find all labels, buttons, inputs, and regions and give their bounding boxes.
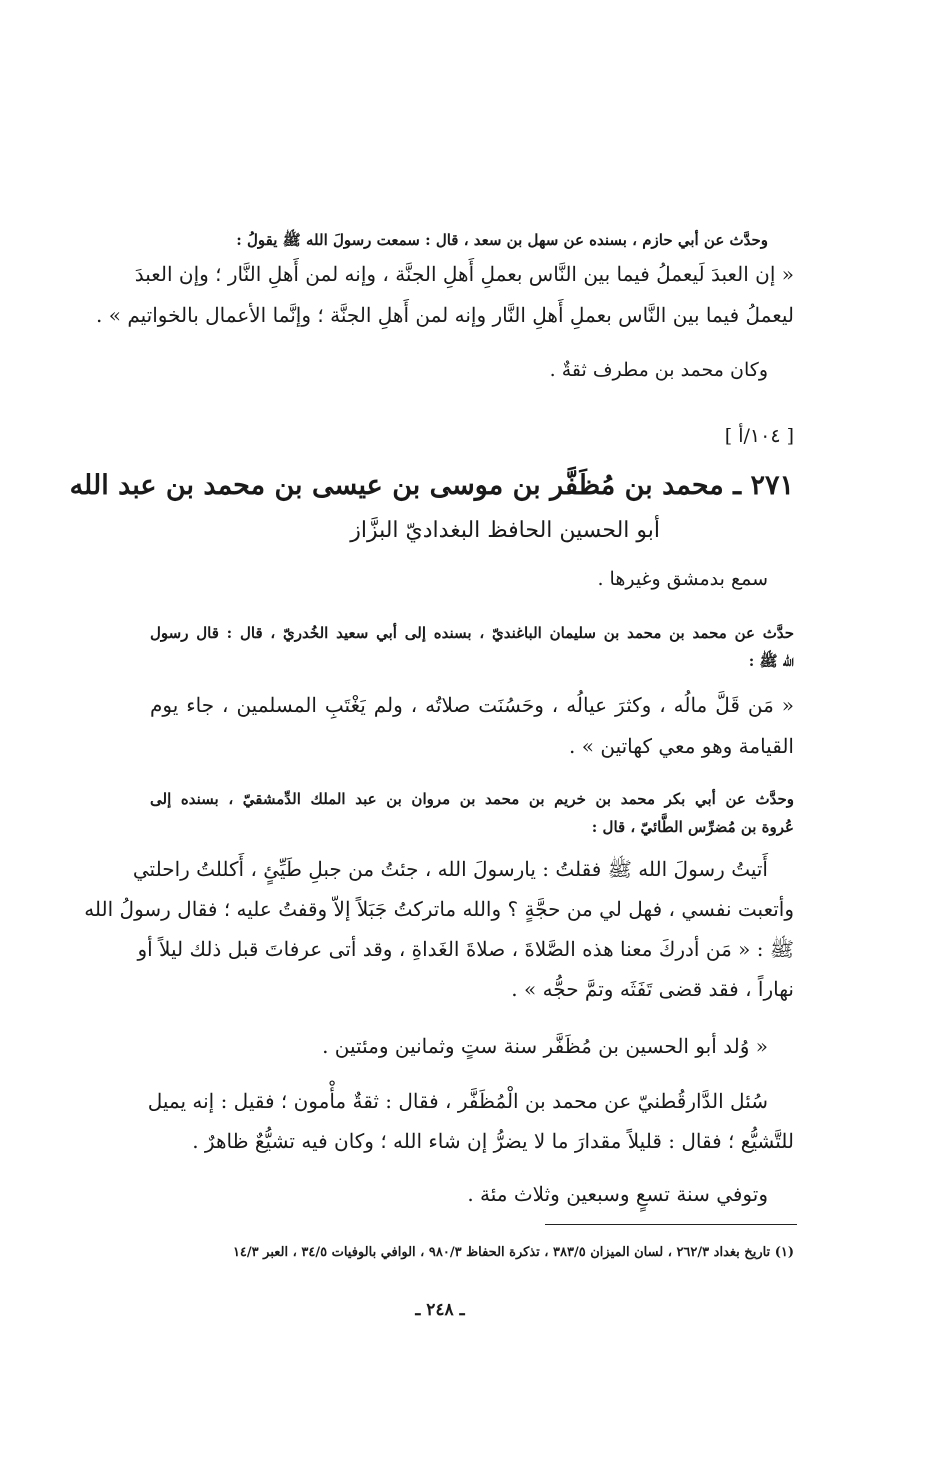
- biography-line: سُئل الدَّارقُطنيّ عن محمد بن الْمُظَفَّر ، فقال : ثقةٌ مأْمون ؛ فقيل : إنه يميل: [147, 1089, 768, 1113]
- entry-subtitle: أبو الحسين الحافظ البغداديّ البزَّاز: [350, 518, 660, 543]
- hadith-text-line: ليعملُ فيما بين النَّاس بعملِ أَهلِ النَّار وإنه لمن أَهلِ الجنَّة ؛ وإنَّما الأعمال بالخواتيم » .: [96, 303, 794, 327]
- hadith-text-line: « إن العبدَ لَيعملُ فيما بين النَّاس بعملِ أَهلِ الجنَّة ، وإنه لمن أَهلِ النَّار ؛ وإن العبدَ: [134, 262, 794, 286]
- hadith-text-line: نهاراً ، فقد قضى تَفَثَه وتمَّ حجُّه » .: [511, 977, 794, 1001]
- biography-line: للتَّشيُّع ؛ فقال : قليلاً مقدارَ ما لا يضرُّ إن شاء الله ؛ وكان فيه تشيُّعٌ ظاهرٌ .: [192, 1129, 794, 1153]
- hadith-text-line: وأتعبت نفسي ، فهل لي من حجَّةٍ ؟ والله ماتركتُ جَبَلاً إلاّ وقفتُ عليه ؛ فقال رسولُ الله: [84, 897, 794, 921]
- isnad-line: عُروة بن مُضرِّس الطَّائيّ ، قال :: [591, 818, 794, 836]
- narrator-note: وكان محمد بن مطرف ثقةٌ .: [549, 359, 768, 381]
- hadith-text-line: ﷺ : « مَن أدركَ معنا هذه الصَّلاةَ ، صلاةَ الغَداةِ ، وقد أتى عرفاتَ قبل ذلك ليلاً أو: [137, 937, 794, 961]
- hadith-text-line: أَتيتُ رسولَ الله ﷺ فقلتُ : يارسولَ الله ، جئتُ من جبلِ طَيِّئٍ ، أَكللتُ راحلتي: [132, 857, 768, 881]
- birth-note: « وُلد أبو الحسين بن مُظَفَّر سنة ستٍ وثمانين ومئتين .: [322, 1034, 768, 1058]
- hadith-text-line: « مَن قَلَّ مالُه ، وكثرَ عيالُه ، وحَسُنَت صلاتُه ، ولم يَغْتَبِ المسلمين ، جاء يوم: [150, 693, 794, 717]
- isnad-line: وحدَّث عن أبي حازم ، بسنده عن سهل بن سعد ، قال : سمعت رسولَ الله ﷺ يقولُ :: [236, 231, 768, 249]
- folio-marker: [ ١٠٤/أ ]: [724, 425, 794, 447]
- isnad-line: وحدَّث عن أبي بكر محمد بن خريم بن محمد بن مروان بن عبد الملك الدِّمشقيّ ، بسنده إلى: [150, 790, 794, 808]
- page-number: ـ ٢٤٨ ـ: [415, 1300, 465, 1320]
- entry-title: ٢٧١ ـ محمد بن مُظَفَّر بن موسى بن عيسى بن محمد بن عبد الله: [69, 470, 794, 501]
- death-note: وتوفي سنة تسعٍ وسبعين وثلاث مئة .: [467, 1182, 768, 1206]
- entry-intro: سمع بدمشق وغيرها .: [597, 568, 768, 590]
- footnote: (١) تاريخ بغداد ٢٦٢/٣ ، لسان الميزان ٣٨٣/٥ ، تذكرة الحفاظ ٩٨٠/٣ ، الوافي بالوفيات ٣٤/٥ ، العبر ١٤/٣: [232, 1245, 794, 1260]
- isnad-line: الله ﷺ :: [748, 652, 794, 670]
- hadith-text-line: القيامة وهو معي كهاتين » .: [569, 734, 794, 758]
- footnote-separator: [545, 1224, 797, 1225]
- isnad-line: حدَّث عن محمد بن محمد بن سليمان الباغنديّ ، بسنده إلى أبي سعيد الخُدريّ ، قال : قال رسول: [150, 624, 794, 642]
